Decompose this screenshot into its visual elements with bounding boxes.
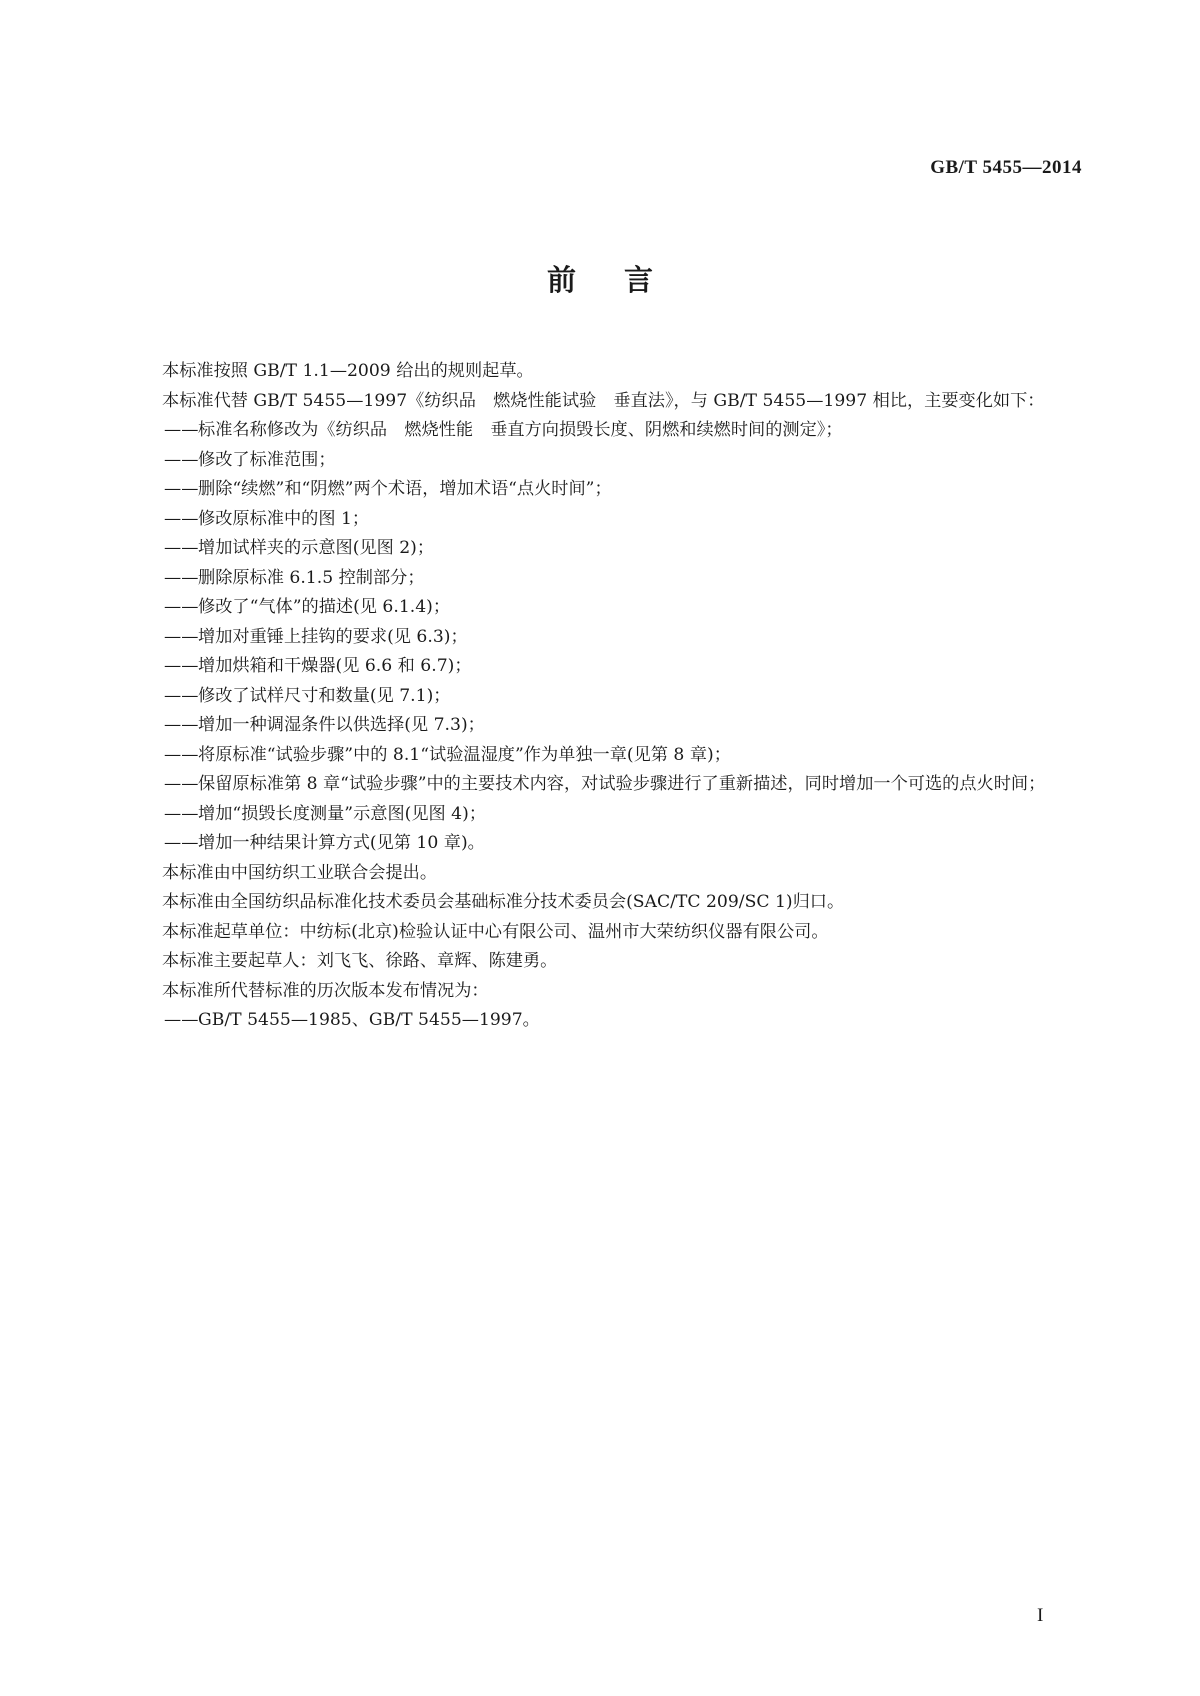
changes-list <box>128 416 1088 859</box>
dash-marker: —— <box>164 508 199 529</box>
list-item <box>128 534 1088 564</box>
dash-marker: —— <box>164 656 199 676</box>
list-item-text: 增加试样夹的示意图(见图 2)； <box>198 538 435 558</box>
dash-marker: —— <box>164 420 199 440</box>
foreword-body <box>128 357 1088 1036</box>
paragraph: 本标准由中国纺织工业联合会提出。 <box>162 862 438 883</box>
dash-marker: —— <box>164 685 199 706</box>
list-item-text: 修改了“气体”的描述(见 6.1.4)； <box>198 597 451 617</box>
list-item <box>128 416 1088 446</box>
list-item-text: 增加“损毁长度测量”示意图(见图 4)； <box>198 803 487 824</box>
list-item-text: 标准名称修改为《纺织品 燃烧性能 垂直方向损毁长度、阴燃和续燃时间的测定》； <box>198 420 843 440</box>
dash-marker: —— <box>164 597 199 617</box>
list-item <box>128 623 1088 653</box>
list-item <box>128 446 1088 476</box>
dash-marker: —— <box>164 715 199 735</box>
dash-marker: —— <box>164 479 199 499</box>
list-item <box>128 593 1088 623</box>
dash-marker: —— <box>164 744 199 765</box>
paragraph: 本标准由全国纺织品标准化技术委员会基础标准分技术委员会(SAC/TC 209/SC 1)归口。 <box>162 892 845 912</box>
list-item-text: 修改了标准范围； <box>198 449 336 470</box>
paragraph: 本标准所代替标准的历次版本发布情况为： <box>162 980 489 1001</box>
dash-marker: —— <box>164 803 199 824</box>
list-item-text: 增加烘箱和干燥器(见 6.6 和 6.7)； <box>198 656 472 676</box>
list-item-text: 修改了试样尺寸和数量(见 7.1)； <box>198 685 451 706</box>
history-item <box>128 1006 1088 1036</box>
dash-marker: —— <box>164 626 199 647</box>
dash-marker: —— <box>164 774 199 794</box>
list-item-text: 删除“续燃”和“阴燃”两个术语，增加术语“点火时间”； <box>198 479 612 499</box>
list-item <box>128 652 1088 682</box>
list-item <box>128 829 1088 859</box>
list-item-text: 删除原标准 6.1.5 控制部分； <box>198 567 425 588</box>
standard-code: GB/T 5455—2014 <box>930 157 1082 178</box>
list-item <box>128 711 1088 741</box>
list-item-text: 将原标准“试验步骤”中的 8.1“试验温湿度”作为单独一章(见第 8 章)； <box>198 744 731 765</box>
list-item-text: 增加对重锤上挂钩的要求(见 6.3)； <box>198 626 468 647</box>
paragraph: 本标准起草单位：中纺标(北京)检验认证中心有限公司、温州市大荣纺织仪器有限公司。 <box>162 921 829 942</box>
list-item-text: 修改原标准中的图 1； <box>198 508 370 529</box>
dash-marker: —— <box>164 538 199 558</box>
page-title: 前言 <box>546 263 701 297</box>
paragraph: 本标准主要起草人：刘飞飞、徐路、章辉、陈建勇。 <box>162 951 558 971</box>
list-item <box>128 741 1088 771</box>
dash-marker: —— <box>164 1010 199 1030</box>
dash-marker: —— <box>164 567 199 588</box>
list-item-text: 保留原标准第 8 章“试验步骤”中的主要技术内容，对试验步骤进行了重新描述，同时增加一个可选的点火时间； <box>198 774 1046 794</box>
paragraph: 本标准代替 GB/T 5455—1997《纺织品 燃烧性能试验 垂直法》，与 GB/T 5455—1997 相比，主要变化如下： <box>162 390 1045 411</box>
list-item <box>128 682 1088 712</box>
list-item <box>128 505 1088 535</box>
paragraph: 本标准按照 GB/T 1.1—2009 给出的规则起草。 <box>162 361 534 381</box>
dash-marker: —— <box>164 449 199 470</box>
list-item-text: 增加一种调湿条件以供选择(见 7.3)； <box>198 715 485 735</box>
list-item <box>128 800 1088 830</box>
list-item <box>128 475 1088 505</box>
list-item <box>128 564 1088 594</box>
list-item <box>128 770 1088 800</box>
list-item-text: 增加一种结果计算方式(见第 10 章)。 <box>198 833 485 853</box>
history-text: GB/T 5455—1985、GB/T 5455—1997。 <box>198 1010 540 1030</box>
page-number: I <box>1037 1605 1044 1626</box>
dash-marker: —— <box>164 833 199 853</box>
